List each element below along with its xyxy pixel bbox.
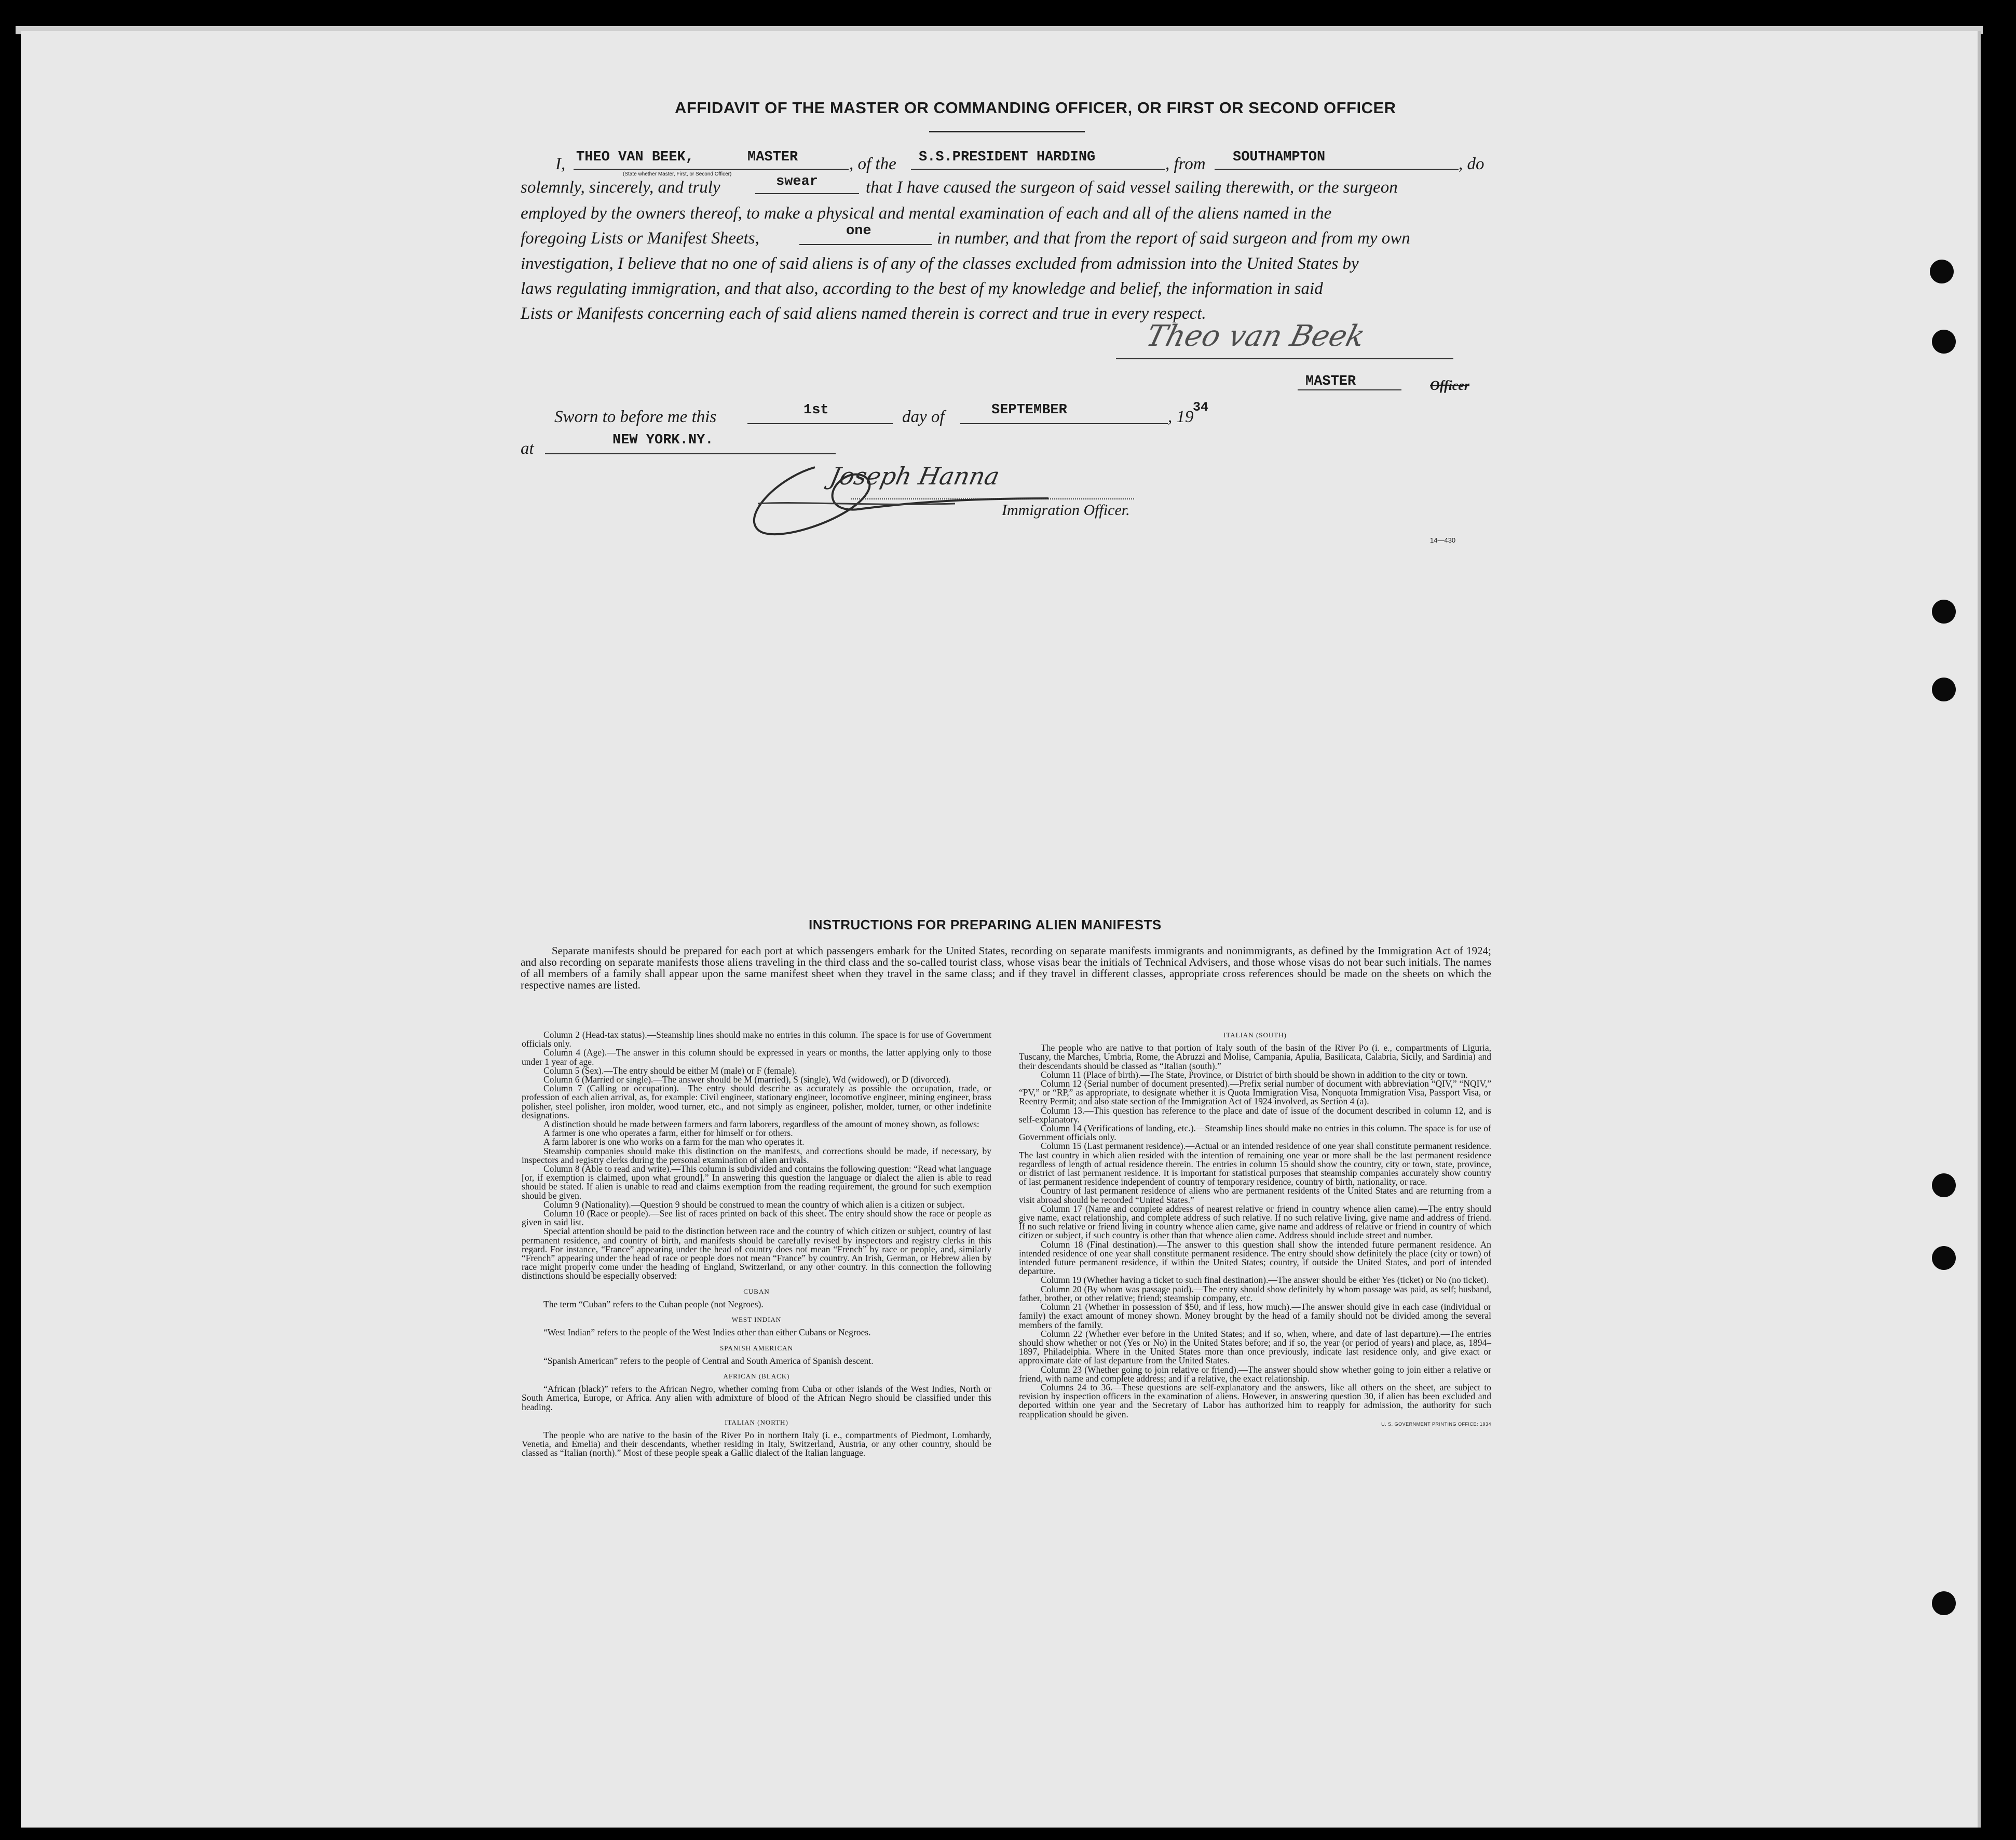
- instructions-left-column: [522, 1031, 991, 1458]
- from-label: , from: [1165, 155, 1206, 173]
- officer-signature: Joseph Hanna: [827, 462, 1002, 490]
- section-heading-italian-south: ITALIAN (SOUTH): [1223, 1031, 1287, 1039]
- instruction-paragraph: Column 6 (Married or single).—The answer should be M (married), S (single), Wd (widowed), or D (divorced).: [543, 1074, 951, 1085]
- instruction-paragraph: Column 21 (Whether in possession of $50, and if less, how much).—The answer should give in each case (individual or family) the exact amount of money shown. Money brought by the head of a family should not be divided among the several members of the family.: [1019, 1302, 1491, 1330]
- section-heading-spanish-american: SPANISH AMERICAN: [720, 1344, 793, 1352]
- instruction-paragraph: “West Indian” refers to the people of the West Indies other than either Cubans or Negroes.: [543, 1327, 871, 1338]
- instruction-paragraph: Column 17 (Name and complete address of nearest relative or friend in country whence alien came).—The entry should give name, exact relationship, and complete address of such relative. If no such relative living, give name and address of friend. If no such relative or friend living in country whence alien came, give name and address of relative or friend in country of which citizen or subject, if such country is other than that whence alien came. Address should include street and number.: [1019, 1203, 1491, 1241]
- binder-hole-icon: [1930, 260, 1954, 283]
- affidavit-line-7: Lists or Manifests concerning each of said aliens named therein is correct and true in every respect.: [521, 304, 1206, 323]
- instruction-paragraph: Column 2 (Head-tax status).—Steamship lines should make no entries in this column. The space is for use of Government officials only.: [522, 1030, 991, 1049]
- vessel-name: S.S.PRESIDENT HARDING: [919, 150, 1096, 165]
- affidavit-title: AFFIDAVIT OF THE MASTER OR COMMANDING OFFICER, OR FIRST OR SECOND OFFICER: [675, 99, 1396, 117]
- sworn-place: NEW YORK.NY.: [612, 432, 714, 448]
- year-suffix: 34: [1193, 400, 1209, 415]
- binder-hole-icon: [1932, 1173, 1956, 1197]
- master-name: THEO VAN BEEK,: [576, 150, 694, 165]
- instruction-paragraph: Column 18 (Final destination).—The answer to this question shall show the intended future permanent residence. An intended residence of one year shall constitute permanent residence. The entry should show definitely the place (city or town) of intended future permanent residence, if within the United States; country, if outside the United States, and port of intended departure.: [1019, 1239, 1491, 1277]
- day-of-label: day of: [902, 408, 945, 426]
- count-blank: [799, 244, 932, 245]
- instruction-paragraph: A distinction should be made between farmers and farm laborers, regardless of the amount of money shown, as follows:: [543, 1119, 979, 1130]
- instruction-paragraph: “African (black)” refers to the African Negro, whether coming from Cuba or other islands of the West Indies, North or South America, Europe, or Africa. Any alien with admixture of blood of the African Negro should be classified under this heading.: [522, 1384, 991, 1412]
- form-number: 14—430: [1430, 536, 1456, 544]
- title-line: [1298, 389, 1401, 390]
- instruction-paragraph: The people who are native to that portion of Italy south of the basin of the River Po (i. e., compartments of Liguria, Tuscany, the Marches, Umbria, Rome, the Abruzzi and Molise, Campania, Apulia, Basilicata, Calabria, Sicily, and Sardinia) and their descendants should be classed as “Italian (south).”: [1019, 1043, 1491, 1071]
- do-label: , do: [1459, 155, 1484, 173]
- master-title: MASTER: [1305, 374, 1356, 389]
- instruction-paragraph: Column 9 (Nationality).—Question 9 should be construed to mean the country of which alien is a citizen or subject.: [543, 1199, 965, 1210]
- vessel-blank: [911, 169, 1165, 170]
- name-blank: [574, 169, 849, 170]
- instruction-paragraph: Columns 24 to 36.—These questions are self-explanatory and the answers, like all others on the sheet, are subject to revision by inspection officers in the examination of aliens. However, in answering question 30, if alien has been excluded and deported within one year and the Secretary of Labor has authorized him to reapply for admission, the authority for such reapplication should be given.: [1019, 1382, 1491, 1419]
- day-blank: [747, 423, 893, 424]
- instruction-paragraph: A farm laborer is one who works on a farm for the man who operates it.: [543, 1137, 805, 1147]
- instruction-paragraph: Column 11 (Place of birth).—The State, Province, or District of birth should be shown in addition to the city or town.: [1041, 1069, 1468, 1080]
- affidavit-line-6: laws regulating immigration, and that also, according to the best of my knowledge and belief, the information in said: [521, 279, 1323, 298]
- instruction-paragraph: “Spanish American” refers to the people of Central and South America of Spanish descent.: [543, 1355, 874, 1366]
- month-blank: [960, 423, 1168, 424]
- officer-signature-line: [851, 498, 1134, 499]
- instruction-paragraph: A farmer is one who operates a farm, either for himself or for others.: [543, 1128, 793, 1139]
- instruction-paragraph: The term “Cuban” refers to the Cuban people (not Negroes).: [543, 1298, 764, 1309]
- departure-port: SOUTHAMPTON: [1233, 150, 1326, 165]
- instruction-paragraph: Special attention should be paid to the distinction between race and the country of which citizen or subject, country of last permanent residence, and country of birth, and manifests should be carefully revised by inspectors and registry clerks in this regard. For instance, “France” appearing under the head of country does not mean “French” by race or people, and, similarly “French” appearing under the head of race or people does not mean “France” by country. An Irish, German, or Hebrew alien by race might properly come under the heading of England, Switzerland, or any other country. In this connection the following distinctions should be especially observed:: [522, 1226, 991, 1281]
- section-heading-west-indian: WEST INDIAN: [731, 1316, 782, 1324]
- section-heading-italian-north: ITALIAN (NORTH): [725, 1418, 788, 1426]
- instruction-paragraph: The people who are native to the basin of the River Po in northern Italy (i. e., compartments of Piedmont, Lombardy, Venetia, and Emelia) and their descendants, whether residing in Italy, Switzerland, Austria, or any other country, should be classed as “Italian (north).” Most of these people speak a Gallic dialect of the Italian language.: [522, 1429, 991, 1458]
- instruction-paragraph: Column 10 (Race or people).—See list of races printed on back of this sheet. The entry should show the race or people as given in said list.: [522, 1208, 991, 1228]
- binder-hole-icon: [1932, 600, 1956, 624]
- master-signature-line: [1116, 358, 1453, 359]
- master-signature: Theo van Beek: [1142, 319, 1369, 353]
- instruction-paragraph: Column 8 (Able to read and write).—This column is subdivided and contains the following question: “Read what language [or, if exemption is claimed, upon what ground].” In answering this question the language or dialect the alien is able to read should be stated. If alien is unable to read and claims exemption from the reading requirement, the ground for such exemption should be given.: [522, 1163, 991, 1201]
- instruction-paragraph: Column 15 (Last permanent residence).—Actual or an intended residence of one year shall constitute permanent residence. The last country in which alien resided with the intention of remaining one year or more shall be the last permanent residence regardless of length of actual residence therein. The entries in column 15 should show the country, city or town, state, province, or district of last permanent residence. It is important for statistical purposes that steamship companies accurately show country of last permanent residence independent of country of temporary residence, country of birth, nationality, or race.: [1019, 1141, 1491, 1187]
- affidavit-line-2b: that I have caused the surgeon of said vessel sailing therewith, or the surgeon: [866, 178, 1398, 197]
- instruction-paragraph: Column 5 (Sex).—The entry should be either M (male) or F (female).: [543, 1065, 797, 1076]
- oath-blank: [755, 193, 859, 194]
- instruction-paragraph: Column 12 (Serial number of document presented).—Prefix serial number of document with abbreviation “QIV,” “NQIV,” “PV,” or “RP,” as appropriate, to designate whether it is Quota Immigration Visa, Nonquota Immigration Visa, Passport Visa, or Reentry Permit; and also state section of the Immigration Act of 1924 involved, as Section 4 (a).: [1019, 1078, 1491, 1107]
- instruction-paragraph: Column 13.—This question has reference to the place and date of issue of the document described in column 12, and is self-explanatory.: [1019, 1105, 1491, 1125]
- instruction-paragraph: Steamship companies should make this distinction on the manifests, and corrections should be made, if necessary, by inspectors and registry clerks during the personal examination of alien arrivals.: [522, 1145, 991, 1165]
- instruction-paragraph: Column 14 (Verifications of landing, etc.).—Steamship lines should make no entries in this column. The space is for use of Government officials only.: [1019, 1123, 1491, 1143]
- title-rule: [929, 131, 1085, 132]
- affidavit-line-4a: foregoing Lists or Manifest Sheets,: [521, 229, 759, 248]
- instructions-title: INSTRUCTIONS FOR PREPARING ALIEN MANIFESTS: [809, 917, 1162, 932]
- instructions-right-column: [1019, 1031, 1491, 1429]
- sheet-count: one: [846, 223, 871, 239]
- officer-struck: Officer: [1430, 378, 1470, 393]
- sworn-label: Sworn to before me this: [554, 408, 717, 426]
- binder-hole-icon: [1932, 1246, 1956, 1270]
- sworn-day: 1st: [803, 402, 829, 418]
- instructions-intro: Separate manifests should be prepared for each port at which passengers embark for the United States, recording on separate manifests immigrants and nonimmigrants, as defined by the Immigration Act of 1924; and also recording on separate manifests those aliens traveling in the third class and the so-called tourist class, whose visas bear the initials of Technical Advisers, and those whose visas do not bear such initials. The names of all members of a family shall appear upon the same manifest sheet when they travel in the same class; and if they travel in different classes, appropriate cross references should be made on the sheets on which the respective names are listed.: [521, 944, 1491, 991]
- affidavit-line-2a: solemnly, sincerely, and truly: [521, 178, 720, 197]
- master-position: MASTER: [747, 150, 798, 165]
- section-heading-cuban: CUBAN: [743, 1287, 770, 1295]
- affidavit-line-3: employed by the owners thereof, to make a physical and mental examination of each and all of the aliens named in the: [521, 204, 1332, 223]
- of-the-label: , of the: [849, 155, 896, 173]
- binder-hole-icon: [1932, 1591, 1956, 1615]
- affidavit-line-4b: in number, and that from the report of said surgeon and from my own: [937, 229, 1410, 248]
- affidavit-line-5: investigation, I believe that no one of said aliens is of any of the classes excluded from admission into the United States by: [521, 254, 1359, 273]
- instruction-paragraph: Column 23 (Whether going to join relative or friend).—The answer should show whether going to join either a relative or friend, with name and complete address; and if a relative, the exact relationship.: [1019, 1364, 1491, 1384]
- instruction-paragraph: Column 20 (By whom was passage paid).—The entry should show definitely by whom passage was paid, as self; husband, father, brother, or other relative; friend; steamship company, etc.: [1019, 1283, 1491, 1303]
- instruction-paragraph: Country of last permanent residence of aliens who are permanent residents of the United States and are returning from a visit abroad should be recorded “United States.”: [1019, 1185, 1491, 1205]
- port-blank: [1215, 169, 1459, 170]
- sworn-month: SEPTEMBER: [991, 402, 1067, 418]
- officer-title: Immigration Officer.: [1002, 502, 1130, 519]
- printer-imprint: U. S. GOVERNMENT PRINTING OFFICE: 1934: [1381, 1421, 1491, 1427]
- instruction-paragraph: Column 7 (Calling or occupation).—The entry should describe as accurately as possible the occupation, trade, or profession of each alien arrival, as, for example: Civil engineer, stationary engineer, locomotive engineer, mining engineer, brass polisher, steel polisher, iron molder, wood turner, etc., and not simply as engineer, polisher, molder, turner, or other indefinite designations.: [522, 1083, 991, 1120]
- oath-word: swear: [776, 174, 819, 190]
- instruction-paragraph: Column 19 (Whether having a ticket to such final destination).—The answer should be either Yes (ticket) or No (no ticket).: [1041, 1275, 1489, 1286]
- at-label: at: [521, 439, 534, 458]
- year-prefix: , 19: [1168, 408, 1194, 426]
- place-blank: [545, 453, 836, 454]
- binder-hole-icon: [1932, 678, 1956, 701]
- binder-hole-icon: [1932, 330, 1956, 354]
- instruction-paragraph: Column 22 (Whether ever before in the United States; and if so, when, where, and date of last departure).—The entries should show whether or not (Yes or No) in the United States before; and if so, the year (or period of years) and place, as, 1894–1897, Philadelphia. Where in the United States more than once previously, indicate last residence only, and give exact or approximate date of last departure from the United States.: [1019, 1328, 1491, 1366]
- affidavit-i: I,: [555, 155, 566, 173]
- section-heading-african: AFRICAN (BLACK): [723, 1372, 790, 1380]
- instruction-paragraph: Column 4 (Age).—The answer in this column should be expressed in years or months, the latter applying only to those under 1 year of age.: [522, 1047, 991, 1067]
- position-hint: (State whether Master, First, or Second Officer): [623, 171, 732, 177]
